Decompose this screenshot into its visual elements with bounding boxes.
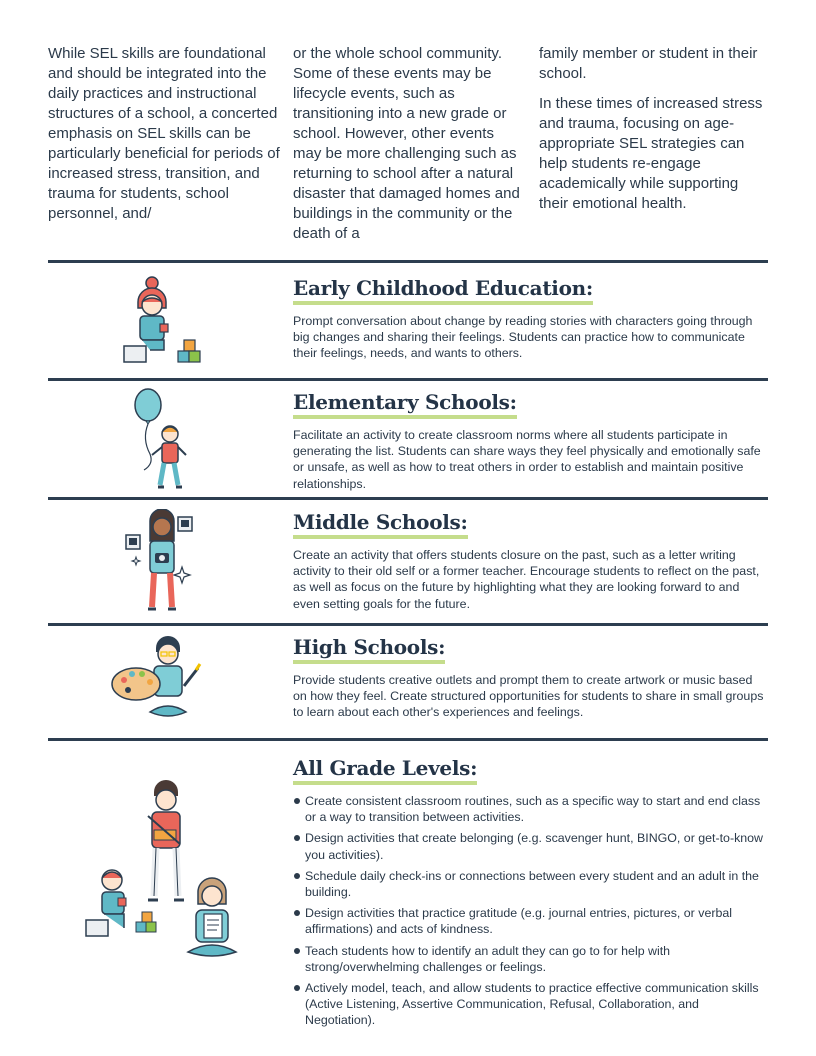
intro-column-1 — [48, 44, 280, 234]
intro-paragraph: or the whole school community. Some of these events may be lifecycle events, such as transitioning into a new grade or school. However, other events may be more challenging such as returning to school after a natural disaster that damaged homes and buildings in the community or the death of a — [293, 45, 520, 242]
intro-text — [48, 44, 768, 249]
section-content — [293, 756, 768, 1034]
section-body: Create an activity that offers students closure on the past, such as a letter writing activity to their old self or a former teacher. Encourage students to reflect on the past, as well as focus on the future by highlighting what they are looking forward to and even setting goals for the future. — [293, 548, 760, 611]
section-content — [293, 390, 768, 492]
section-heading: Early Childhood Education: — [293, 276, 593, 305]
all-grades-illustration — [48, 750, 288, 1040]
section-early-childhood — [48, 270, 768, 375]
section-divider — [48, 497, 768, 500]
intro-paragraph: family member or student in their school. — [539, 45, 758, 82]
intro-paragraph: While SEL skills are foundational and should be integrated into the daily practices and instructional structures of a school, a concerted emphasis on SEL skills can be particularly beneficial for periods of increased stress, transition, and trauma for students, school personnel, and/ — [48, 45, 280, 222]
list-item: Schedule daily check-ins or connections between every student and an adult in the building. — [293, 868, 768, 900]
elementary-illustration — [48, 385, 288, 495]
section-heading: All Grade Levels: — [293, 756, 477, 785]
section-middle — [48, 505, 768, 620]
section-body: Facilitate an activity to create classroom norms where all students participate in generating the list. Students can share ways they feel physically and emotionally safe or unsafe, as well as how to treat others in order to establish and maintain positive relationships. — [293, 428, 761, 491]
section-content — [293, 635, 768, 721]
student-with-paint-palette-icon — [110, 634, 210, 726]
section-high — [48, 630, 768, 735]
section-divider — [48, 378, 768, 381]
section-heading: Elementary Schools: — [293, 390, 517, 419]
child-with-blocks-icon — [122, 274, 210, 366]
section-body: Prompt conversation about change by reading stories with characters going through big changes and sharing their feelings. Students can practice how to communicate their feelings, needs, and wants to others. — [293, 314, 753, 361]
section-divider — [48, 623, 768, 626]
intro-column-2 — [293, 44, 525, 254]
middle-illustration — [48, 505, 288, 620]
section-elementary — [48, 385, 768, 495]
early-childhood-illustration — [48, 270, 288, 375]
list-item: Actively model, teach, and allow students to practice effective communication skills (Active Listening, Assertive Communication, Refusal, Collaboration, and Negotiation). — [293, 980, 768, 1029]
section-divider — [48, 738, 768, 741]
list-item: Design activities that practice gratitude (e.g. journal entries, pictures, or verbal affirmations) and acts of kindness. — [293, 905, 768, 937]
group-of-students-icon — [82, 780, 252, 975]
section-content — [293, 276, 768, 362]
intro-paragraph: In these times of increased stress and trauma, focusing on age-appropriate SEL strategies can help students re-engage academically while supporting their emotional health. — [539, 95, 763, 212]
section-content — [293, 510, 768, 612]
section-body: Provide students creative outlets and prompt them to create artwork or music based on how they feel. Create structured opportunities for students to share in small groups to learn about each other's experiences and feelings. — [293, 673, 764, 720]
student-with-camera-icon — [124, 509, 202, 617]
bullet-list — [293, 793, 768, 1029]
list-item: Design activities that create belonging (e.g. scavenger hunt, BINGO, or get-to-know you activities). — [293, 830, 768, 862]
section-all-grades — [48, 750, 768, 1040]
intro-column-3 — [539, 44, 771, 224]
section-heading: Middle Schools: — [293, 510, 468, 539]
list-item: Create consistent classroom routines, such as a specific way to start and end class or a way to transition between activities. — [293, 793, 768, 825]
section-heading: High Schools: — [293, 635, 445, 664]
section-divider — [48, 260, 768, 263]
list-item: Teach students how to identify an adult they can go to for help with strong/overwhelming challenges or feelings. — [293, 943, 768, 975]
high-illustration — [48, 630, 288, 735]
child-with-balloon-icon — [126, 387, 192, 493]
